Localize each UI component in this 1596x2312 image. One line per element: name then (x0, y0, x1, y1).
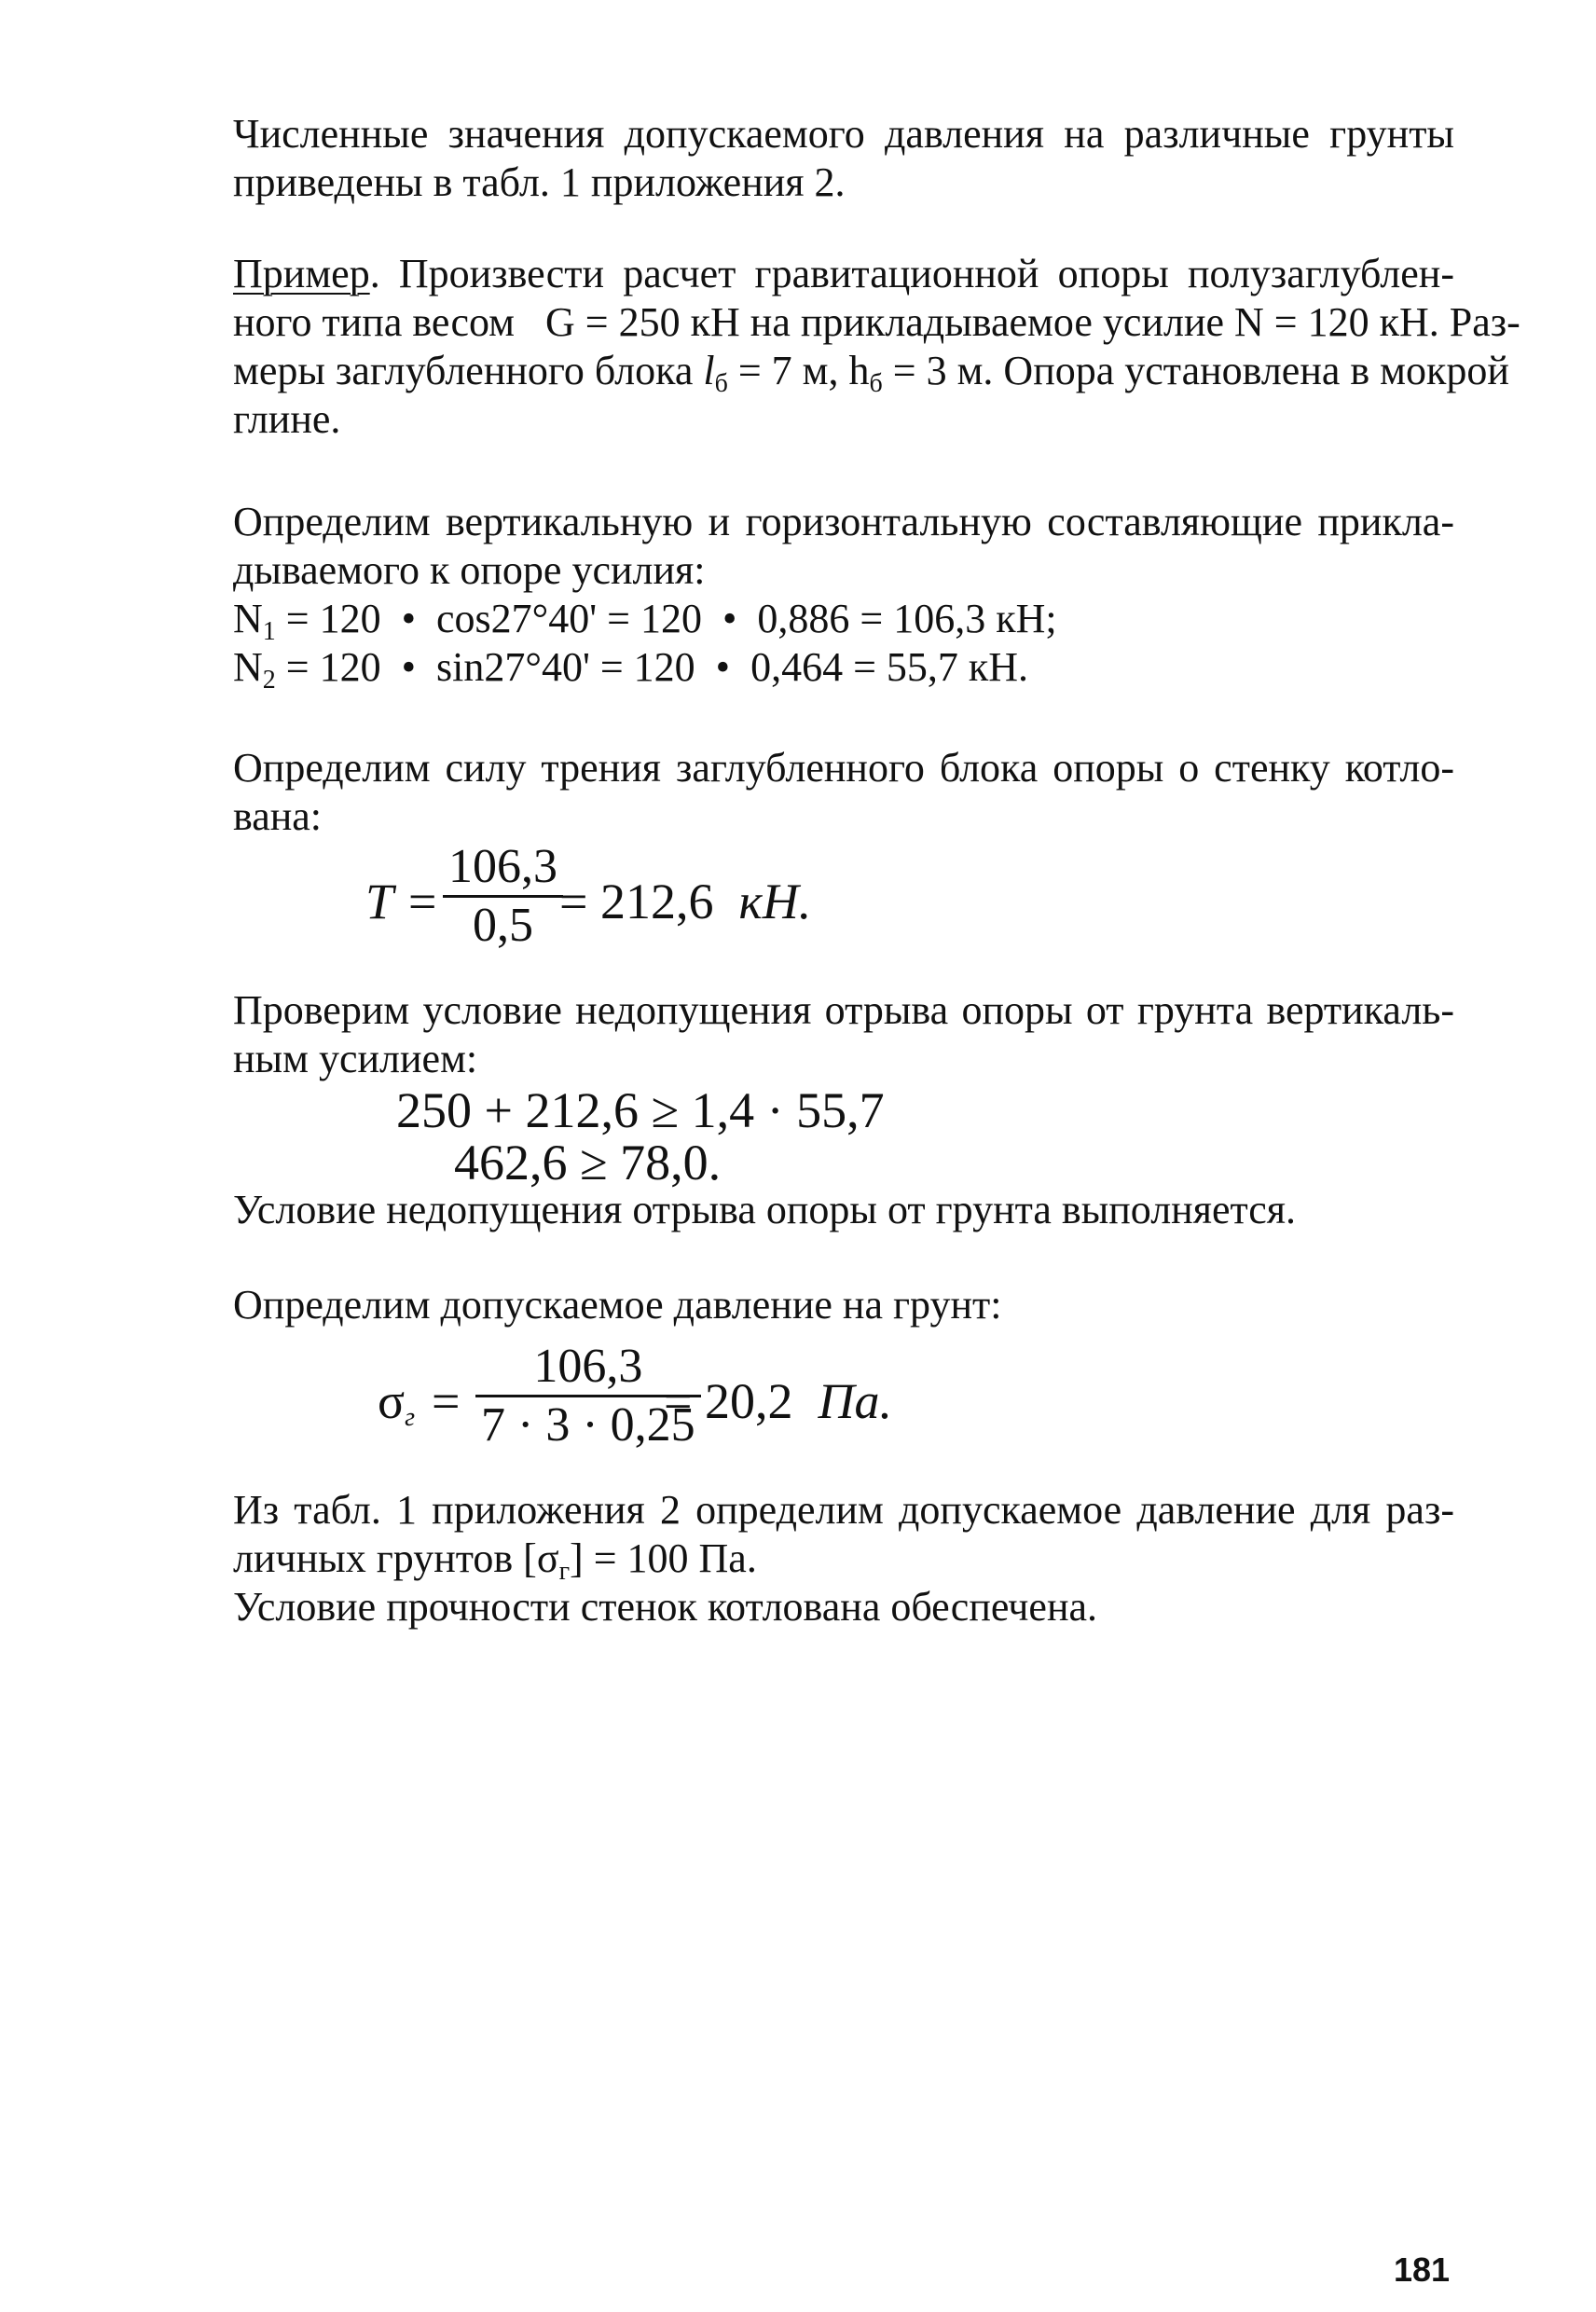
example-line-3-c: = 3 м. Опора установлена в мокрой (882, 348, 1509, 393)
n2-equation (233, 643, 1454, 695)
sigma-subscript: г (405, 1403, 416, 1432)
check-line-2: ным усилием: (233, 1036, 478, 1081)
block-length-subscript: б (714, 369, 728, 398)
pressure-unit: Па. (818, 1373, 892, 1429)
friction-line-1: Определим силу трения заглубленного блока опоры о стенку котло- (233, 745, 1454, 791)
components-line-1: Определим вертикальную и горизонтальную составляющие прикла- (233, 499, 1454, 544)
table-ref-line-2 (233, 1534, 1454, 1586)
example-line-1 (233, 250, 1454, 298)
page-number: 181 (1394, 2250, 1451, 2289)
check-inequality-1: 250 + 212,6 ≥ 1,4 · 55,7 (396, 1082, 885, 1138)
friction-rhs: = 212,6 (559, 874, 739, 929)
friction-numerator: 106,3 (448, 840, 557, 893)
friction-denominator: 0,5 (473, 899, 533, 952)
check-conclusion: Условие недопущения отрыва опоры от грунта выполняется. (233, 1187, 1297, 1232)
pressure-equals: = (432, 1373, 461, 1429)
block-length-symbol: l (703, 348, 715, 393)
example-line-1-text: . Произвести расчет гравитационной опоры полузаглублен- (369, 251, 1454, 296)
pressure-result (664, 1372, 892, 1430)
components-line-2: дываемого к опоре усилия: (233, 547, 706, 593)
pressure-rhs: = 20,2 (664, 1373, 819, 1429)
table-ref-line-3: Условие прочности стенок котлована обеспечена. (233, 1584, 1098, 1630)
sigma-subscript: г (558, 1557, 571, 1586)
check-inequality-2: 462,6 ≥ 78,0. (454, 1135, 722, 1190)
n2-expression: = 120 • sin27°40' = 120 • 0,464 = 55,7 кН. (275, 644, 1029, 690)
table-ref-line-1: Из табл. 1 приложения 2 определим допускаемое давление для раз- (233, 1487, 1454, 1533)
friction-line-2: вана: (233, 793, 323, 839)
table-ref-line-2-a: личных грунтов [σ (233, 1535, 559, 1581)
friction-lhs: T = (365, 874, 439, 929)
n1-expression: = 120 • cos27°40' = 120 • 0,886 = 106,3 кН; (275, 596, 1057, 641)
table-ref-line-2-b: ] = 100 Па. (570, 1535, 757, 1581)
friction-result (559, 873, 811, 930)
friction-unit: кН. (738, 874, 812, 929)
check-line-1: Проверим условие недопущения отрыва опоры от грунта вертикаль- (233, 987, 1454, 1033)
friction-fraction (443, 839, 563, 954)
n1-symbol: N (233, 596, 263, 641)
pressure-lhs (378, 1372, 461, 1430)
n1-equation (233, 595, 1454, 646)
n1-subscript: 1 (262, 617, 276, 646)
n2-subscript: 2 (262, 666, 276, 695)
sigma-symbol: σ (378, 1373, 406, 1429)
example-label: Пример (233, 251, 370, 296)
paragraph-1-line-1: Численные значения допускаемого давления на различные грунты (233, 111, 1454, 157)
example-line-3-a: меры заглубленного блока (233, 348, 704, 393)
example-line-2: ного типа весом G = 250 кН на прикладываемое усилие N = 120 кН. Раз- (233, 299, 1520, 345)
block-height-subscript: б (869, 369, 883, 398)
example-line-3-b: = 7 м, h (727, 348, 870, 393)
n2-symbol: N (233, 644, 263, 690)
example-line-3 (233, 347, 1509, 398)
pressure-denominator: 7 · 3 · 0,25 (481, 1398, 695, 1452)
paragraph-1-line-2: приведены в табл. 1 приложения 2. (233, 159, 846, 205)
pressure-numerator: 106,3 (533, 1340, 643, 1393)
example-line-4: глине. (233, 396, 341, 442)
pressure-line-1: Определим допускаемое давление на грунт: (233, 1282, 1002, 1328)
